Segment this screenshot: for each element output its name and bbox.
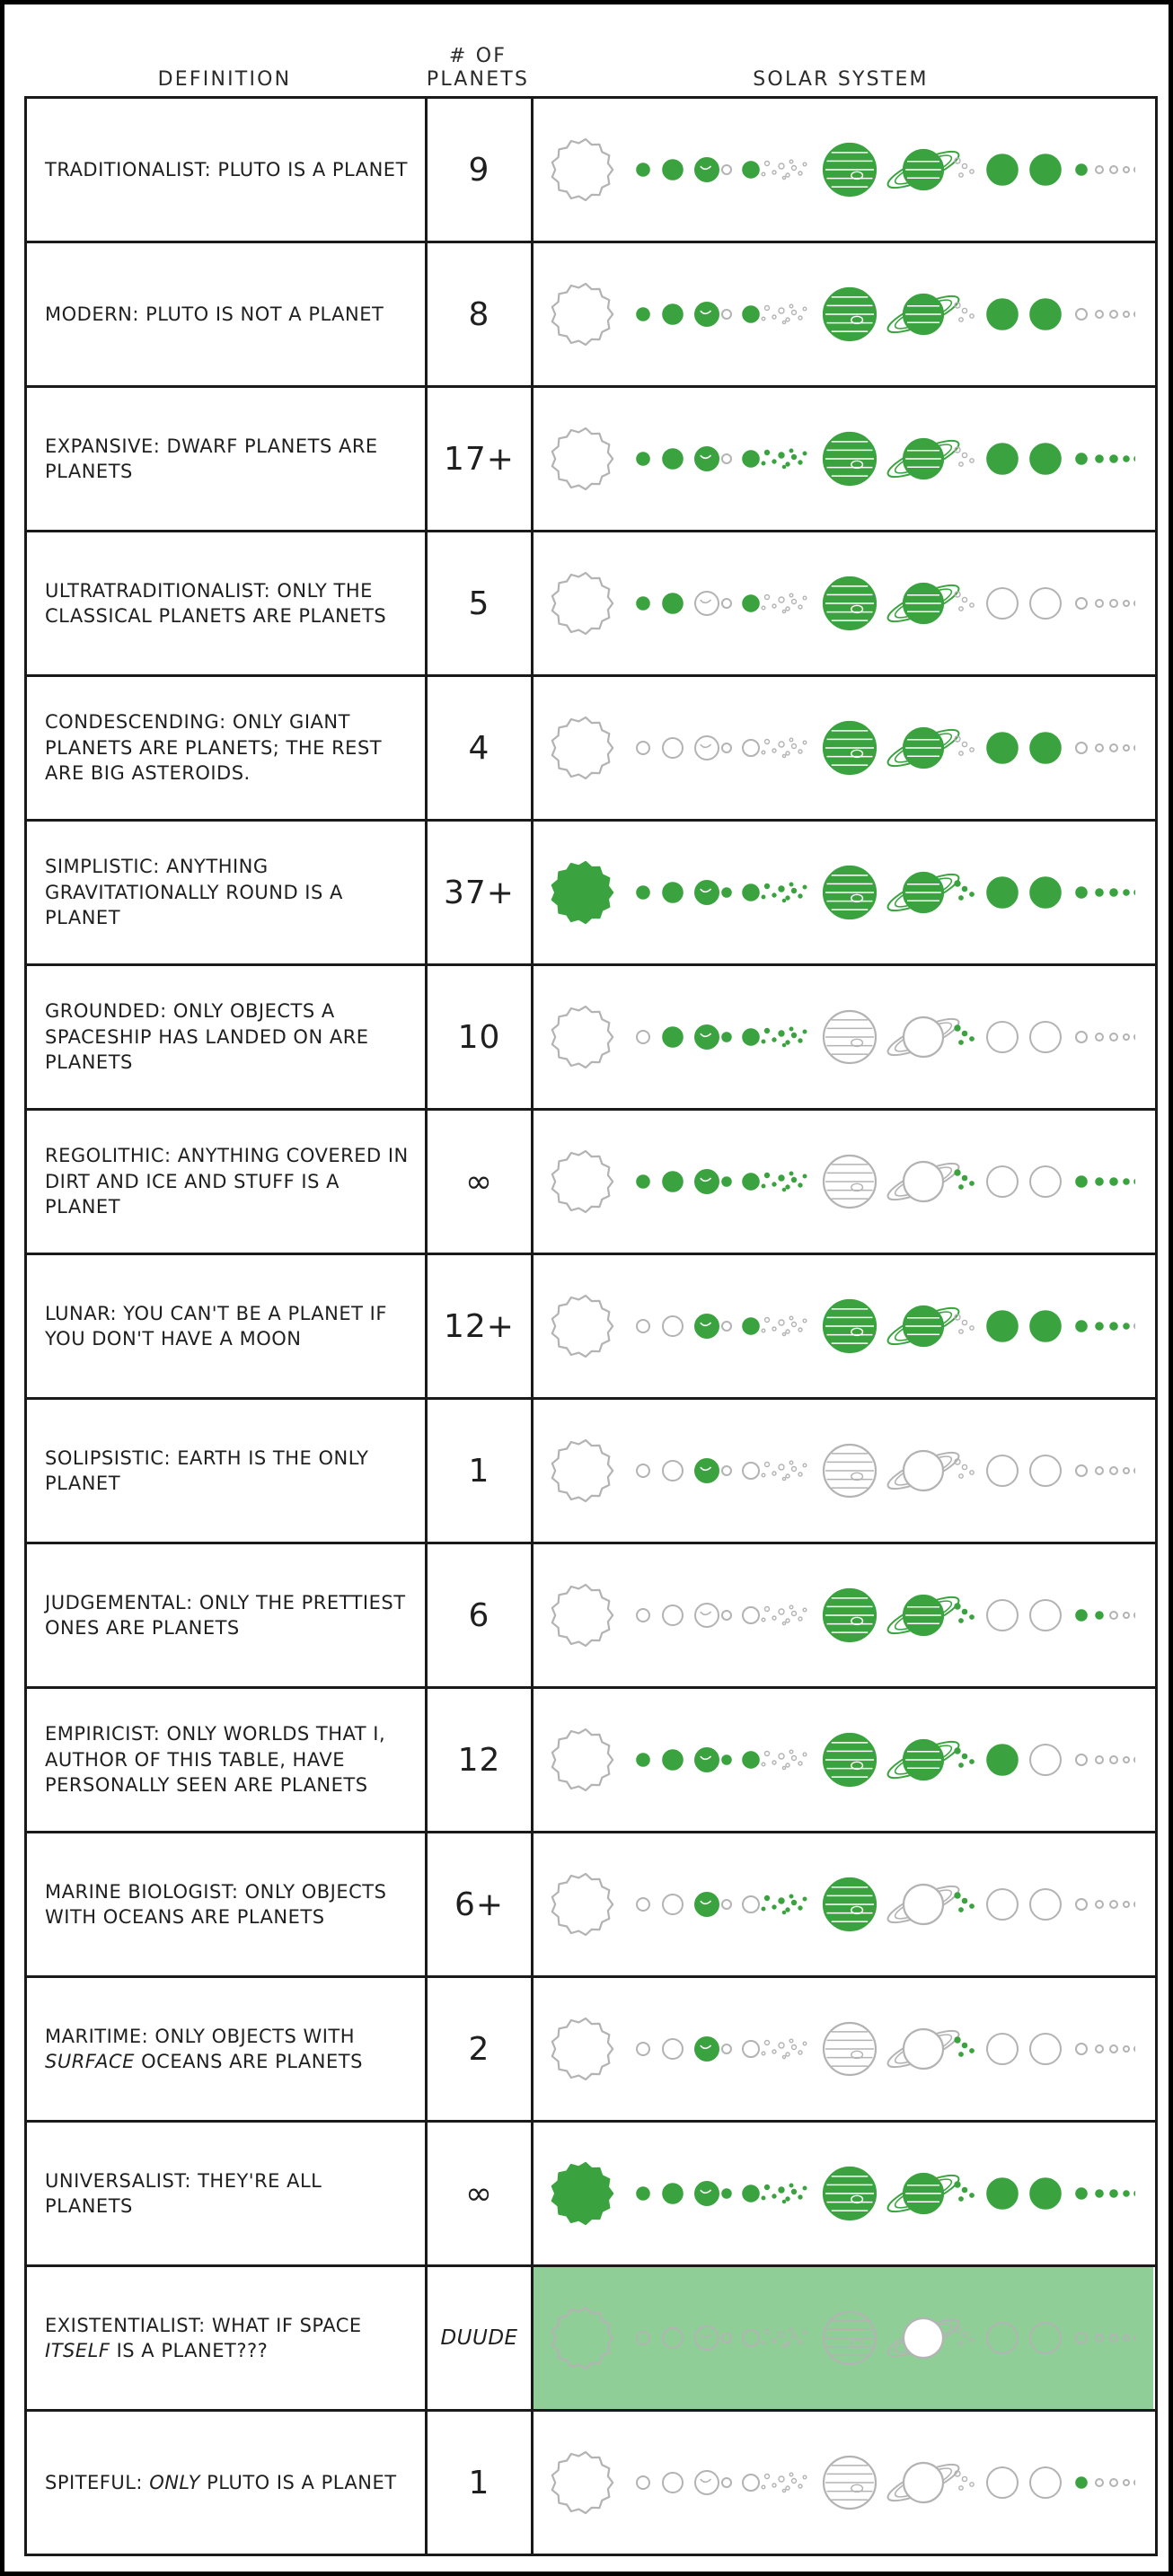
definition-cell [27,966,428,1108]
solar-system-diagram [542,2000,1135,2097]
solar-system-cell [534,1255,1153,1397]
solar-system-cell [534,1400,1153,1542]
solar-system-cell [534,1544,1153,1686]
definition-text: MARITIME: ONLY OBJECTS WITH SURFACE OCEANS ARE PLANETS [45,2025,363,2072]
solar-system-diagram [542,1856,1135,1953]
solar-system-cell [534,532,1153,674]
definition-text: UNIVERSALIST: THEY'RE ALL PLANETS [45,2169,322,2217]
planet-count-cell: 5 [428,532,534,674]
table-row [27,1255,1155,1400]
planet-count-cell: 37+ [428,822,534,963]
planet-count-cell: 1 [428,1400,534,1542]
solar-system-diagram [542,1422,1135,1519]
planet-count-cell: DUUDE [428,2267,534,2409]
planet-count-cell: 1 [428,2412,534,2554]
definition-text: MODERN: PLUTO IS NOT A PLANET [45,303,384,325]
definition-cell [27,1544,428,1686]
definition-cell [27,532,428,674]
definition-text: JUDGEMENTAL: ONLY THE PRETTIEST ONES ARE PLANETS [45,1591,406,1639]
solar-system-diagram [542,699,1135,796]
table-row [27,532,1155,677]
definition-text: EXISTENTIALIST: WHAT IF SPACE ITSELF IS A PLANET??? [45,2314,362,2361]
table-row [27,243,1155,388]
definition-cell [27,2267,428,2409]
planet-count-cell: 10 [428,966,534,1108]
solar-system-diagram [542,266,1135,363]
definitions-table [24,96,1158,2556]
definition-cell [27,2412,428,2554]
definition-text: GROUNDED: ONLY OBJECTS A SPACESHIP HAS LANDED ON ARE PLANETS [45,1000,369,1074]
planet-count-cell: ∞ [428,2123,534,2264]
planet-count-cell: 9 [428,99,534,241]
definition-text: MARINE BIOLOGIST: ONLY OBJECTS WITH OCEANS ARE PLANETS [45,1880,387,1928]
solar-system-cell [534,1689,1153,1831]
planet-count-cell: 2 [428,1978,534,2120]
header-planet-count-line1: # OF [448,45,507,68]
solar-system-diagram [542,2145,1135,2242]
header-solar-system: SOLAR SYSTEM [753,67,929,91]
definition-text: REGOLITHIC: ANYTHING COVERED IN DIRT AND ICE AND STUFF IS A PLANET [45,1145,409,1218]
definition-cell [27,2123,428,2264]
solar-system-diagram [542,555,1135,652]
definition-text: TRADITIONALIST: PLUTO IS A PLANET [45,158,408,180]
table-row [27,99,1155,243]
definition-text: EMPIRICIST: ONLY WORLDS THAT I, AUTHOR OF THIS TABLE, HAVE PERSONALLY SEEN ARE PLANETS [45,1723,386,1797]
solar-system-cell [534,388,1153,530]
definition-text: EXPANSIVE: DWARF PLANETS ARE PLANETS [45,435,378,482]
table-row [27,1400,1155,1544]
table-row [27,822,1155,966]
solar-system-diagram [542,121,1135,218]
solar-system-cell [534,677,1153,819]
header-planet-count [425,45,531,91]
definition-cell [27,1833,428,1975]
definition-text: CONDESCENDING: ONLY GIANT PLANETS ARE PLANETS; THE REST ARE BIG ASTEROIDS. [45,711,383,785]
table-header [24,17,1158,96]
table-row [27,1689,1155,1833]
solar-system-diagram [542,410,1135,507]
solar-system-cell [534,2267,1153,2409]
definition-cell [27,1689,428,1831]
definition-cell [27,388,428,530]
definition-cell [27,243,428,385]
definition-text: LUNAR: YOU CAN'T BE A PLANET IF YOU DON'T HAVE A MOON [45,1302,387,1350]
table-row [27,966,1155,1111]
definition-cell [27,1978,428,2120]
definition-cell [27,99,428,241]
definition-text: SOLIPSISTIC: EARTH IS THE ONLY PLANET [45,1446,369,1494]
table-row [27,1111,1155,1255]
solar-system-cell [534,243,1153,385]
table-row [27,1978,1155,2123]
definition-text: SIMPLISTIC: ANYTHING GRAVITATIONALLY ROUND IS A PLANET [45,856,343,929]
header-definition: DEFINITION [157,67,292,91]
table-row [27,2412,1155,2556]
definition-cell [27,822,428,963]
planet-count-cell: 6+ [428,1833,534,1975]
definition-cell [27,1111,428,1253]
header-planet-count-line2: PLANETS [426,67,530,91]
solar-system-diagram [542,1711,1135,1808]
solar-system-diagram [542,1133,1135,1230]
definition-cell [27,1400,428,1542]
table-row [27,677,1155,822]
table-row [27,388,1155,532]
table-row [27,1833,1155,1978]
solar-system-cell [534,822,1153,963]
solar-system-diagram [542,1567,1135,1664]
table-row [27,1544,1155,1689]
planet-count-cell: ∞ [428,1111,534,1253]
definition-text: SPITEFUL: ONLY PLUTO IS A PLANET [45,2471,397,2493]
planet-count-cell: 4 [428,677,534,819]
solar-system-cell [534,966,1153,1108]
solar-system-cell [534,99,1153,241]
planet-count-cell: 12+ [428,1255,534,1397]
solar-system-diagram [542,2434,1135,2531]
definition-text: ULTRATRADITIONALIST: ONLY THE CLASSICAL PLANETS ARE PLANETS [45,579,387,627]
solar-system-cell [534,1111,1153,1253]
planet-count-cell: 12 [428,1689,534,1831]
definition-cell [27,1255,428,1397]
solar-system-diagram [542,2290,1135,2387]
planet-count-cell: 17+ [428,388,534,530]
solar-system-diagram [542,844,1135,941]
solar-system-diagram [542,1278,1135,1375]
planet-count-cell: 6 [428,1544,534,1686]
planet-count-cell: 8 [428,243,534,385]
table-row [27,2267,1155,2412]
definition-cell [27,677,428,819]
solar-system-cell [534,2412,1153,2554]
solar-system-diagram [542,989,1135,1086]
solar-system-cell [534,2123,1153,2264]
solar-system-cell [534,1978,1153,2120]
solar-system-cell [534,1833,1153,1975]
table-row [27,2123,1155,2267]
